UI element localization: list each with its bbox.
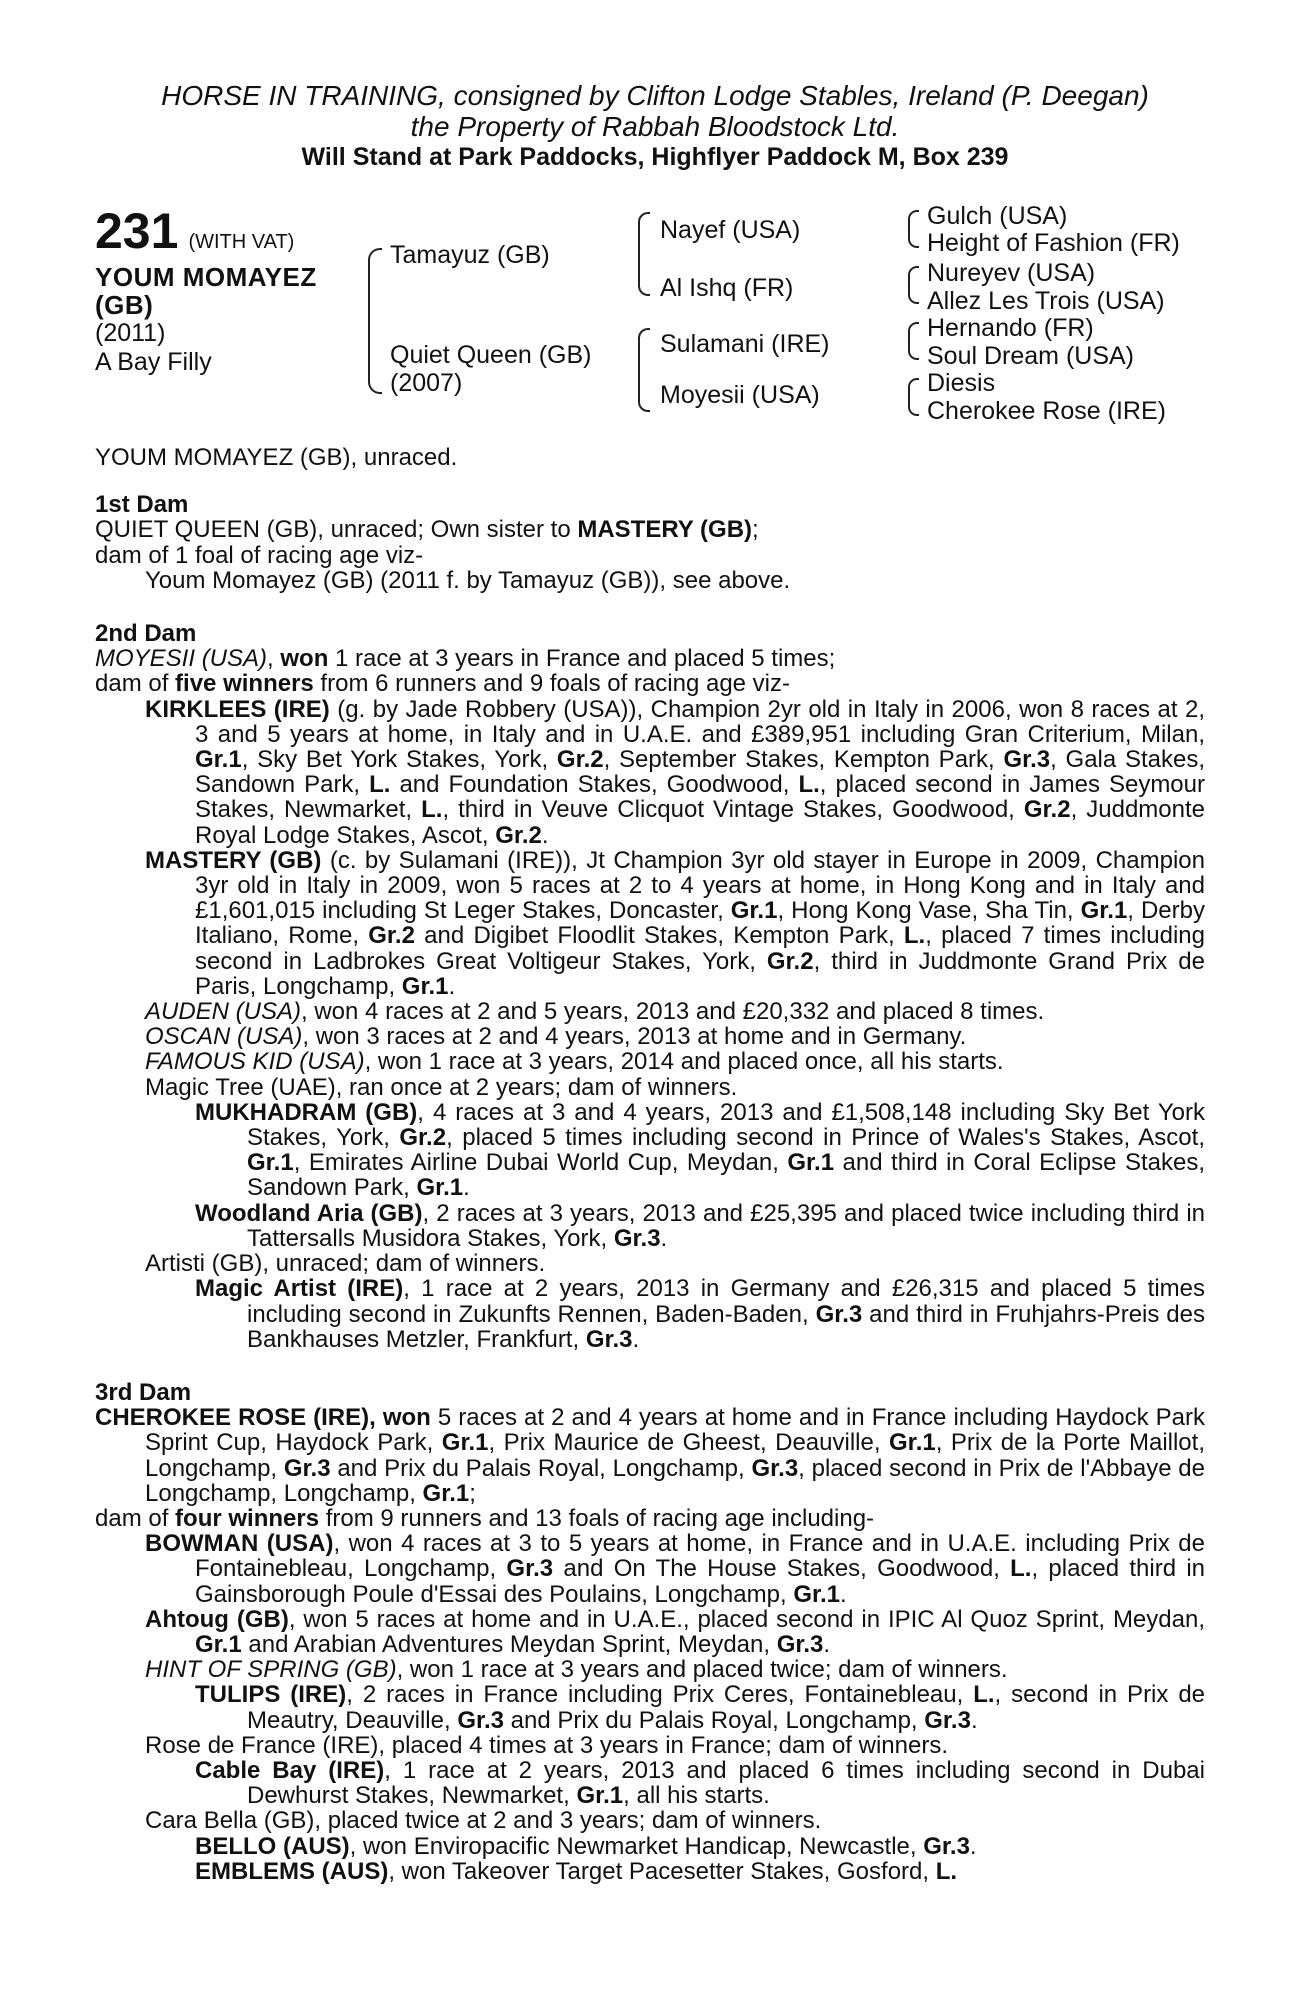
pedigree-dsd: Soul Dream (USA) <box>927 342 1134 370</box>
pedigree-sire-sire: Nayef (USA) <box>660 216 801 244</box>
pedigree-dam-dam: Moyesii (USA) <box>660 381 820 409</box>
produce-entry-oscan: OSCAN (USA), won 3 races at 2 and 4 years, 2013 at home and in Germany. <box>145 1023 967 1051</box>
pedigree-dam-year: (2007) <box>390 369 463 397</box>
second-dam-heading: 2nd Dam <box>95 620 197 648</box>
pedigree-bracket-ds <box>908 322 919 360</box>
page-header <box>95 80 1215 172</box>
produce-entry-emblems: EMBLEMS (AUS), won Takeover Target Pacesetter Stakes, Gosford, L. <box>195 1857 958 1885</box>
third-dam-produce: dam of four winners from 9 runners and 13 foals of racing age including- <box>95 1504 875 1532</box>
property-line: the Property of Rabbah Bloodstock Ltd. <box>410 111 900 142</box>
lot-number: 231 <box>95 203 179 259</box>
produce-entry-magic-tree: Magic Tree (UAE), ran once at 2 years; dam of winners. <box>145 1073 738 1101</box>
produce-entry-bello: BELLO (AUS), won Enviropacific Newmarket Handicap, Newcastle, Gr.3. <box>195 1832 977 1860</box>
produce-entry-cara-bella: Cara Bella (GB), placed twice at 2 and 3 years; dam of winners. <box>145 1807 822 1835</box>
produce-entry-hint-of-spring: HINT OF SPRING (GB), won 1 race at 3 years and placed twice; dam of winners. <box>145 1656 1008 1684</box>
first-dam-line: QUIET QUEEN (GB), unraced; Own sister to MASTERY (GB); <box>95 516 759 544</box>
produce-entry-rose-de-france: Rose de France (IRE), placed 4 times at 3 years in France; dam of winners. <box>145 1731 949 1759</box>
produce-entry-cable-bay: Cable Bay (IRE), 1 race at 2 years, 2013 and placed 6 times including second in Dubai Dewhurst Stakes, Newmarket, Gr.1, all his starts. <box>195 1756 1205 1810</box>
produce-entry-magic-artist: Magic Artist (IRE), 1 race at 2 years, 2013 in Germany and £26,315 and placed 5 times including second in Zukunfts Rennen, Baden-Baden, Gr.3 and third in Fruhjahrs-Preis des Bankhauses Metzler, Frankfurt, Gr.3. <box>195 1275 1206 1353</box>
location-line: Will Stand at Park Paddocks, Highflyer Paddock M, Box 239 <box>301 143 1009 171</box>
lot-info <box>95 205 355 377</box>
produce-entry-famous-kid: FAMOUS KID (USA), won 1 race at 3 years, 2014 and placed once, all his starts. <box>145 1048 1004 1076</box>
produce-entry-tulips: TULIPS (IRE), 2 races in France including Prix Ceres, Fontainebleau, L., second in Prix de Meautry, Deauville, Gr.3 and Prix du Palais Royal, Longchamp, Gr.3. <box>195 1681 1206 1734</box>
pedigree-dss: Hernando (FR) <box>927 314 1094 342</box>
second-dam-produce: dam of five winners from 6 runners and 9 foals of racing age viz- <box>95 670 791 698</box>
pedigree-dds: Diesis <box>927 369 996 397</box>
first-dam-produce: dam of 1 foal of racing age viz- <box>95 541 424 569</box>
pedigree-bracket-ss <box>908 210 919 248</box>
pedigree-bracket-gen1 <box>368 248 382 394</box>
pedigree-ddd: Cherokee Rose (IRE) <box>927 397 1166 425</box>
produce-entry-ahtoug: Ahtoug (GB), won 5 races at home and in U.A.E., placed second in IPIC Al Quoz Sprint, Meydan, Gr.1 and Arabian Adventures Meydan Sprint, Meydan, Gr.3. <box>145 1605 1205 1658</box>
produce-entry-kirklees: KIRKLEES (IRE) (g. by Jade Robbery (USA)), Champion 2yr old in Italy in 2006, won 8 races at 2, 3 and 5 years at home, in Italy and in U.A.E. and £389,951 including Gran Criterium, Milan, Gr.1, Sky Bet York Stakes, York, Gr.2, September Stakes, Kempton Park, Gr.3, Gala Stakes, Sandown Park, L. and Foundation Stakes, Goodwood, L., placed second in James Seymour Stakes, Newmarket, L., third in Veuve Clicquot Vintage Stakes, Goodwood, Gr.2, Juddmonte Royal Lodge Stakes, Ascot, Gr.2. <box>145 695 1206 849</box>
pedigree-dam: Quiet Queen (GB) <box>390 341 592 369</box>
pedigree-sss: Gulch (USA) <box>927 202 1068 230</box>
pedigree-bracket-sd <box>908 266 919 304</box>
produce-entry-auden: AUDEN (USA), won 4 races at 2 and 5 years, 2013 and £20,332 and placed 8 times. <box>145 998 1045 1026</box>
horse-description: A Bay Filly <box>95 348 212 376</box>
pedigree-bracket-sire <box>638 212 650 296</box>
consignor-line: HORSE IN TRAINING, consigned by Clifton Lodge Stables, Ireland (P. Deegan) <box>161 80 1149 111</box>
pedigree-bracket-dam <box>638 328 650 412</box>
produce-entry-mastery: MASTERY (GB) (c. by Sulamani (IRE)), Jt Champion 3yr old stayer in Europe in 2009, Champion 3yr old in Italy in 2009, won 5 races at 2 to 4 years at home, in Hong Kong and in Italy and £1,601,015 including St Leger Stakes, Doncaster, Gr.1, Hong Kong Vase, Sha Tin, Gr.1, Derby Italiano, Rome, Gr.2 and Digibet Floodlit Stakes, Kempton Park, L., placed 7 times including second in Ladbrokes Great Voltigeur Stakes, York, Gr.2, third in Juddmonte Grand Prix de Paris, Longchamp, Gr.1. <box>145 846 1205 1000</box>
racing-record-intro: YOUM MOMAYEZ (GB), unraced. <box>95 444 458 471</box>
produce-entry-bowman: BOWMAN (USA), won 4 races at 3 to 5 years at home, in France and in U.A.E. including Prix de Fontainebleau, Longchamp, Gr.3 and On The House Stakes, Goodwood, L., placed third in Gainsborough Poule d'Essai des Poulains, Longchamp, Gr.1. <box>145 1530 1206 1608</box>
pedigree-ssd: Height of Fashion (FR) <box>927 229 1180 257</box>
pedigree-dam-sire: Sulamani (IRE) <box>660 330 830 358</box>
pedigree-sds: Nureyev (USA) <box>927 259 1096 287</box>
second-dam-line: MOYESII (USA), won 1 race at 3 years in France and placed 5 times; <box>95 645 836 673</box>
foaling-year: (2011) <box>95 319 166 347</box>
first-dam-foal: Youm Momayez (GB) (2011 f. by Tamayuz (GB)), see above. <box>145 566 791 594</box>
pedigree-notes <box>95 445 1205 1884</box>
produce-entry-woodland-aria: Woodland Aria (GB), 2 races at 3 years, 2013 and £25,395 and placed twice including third in Tattersalls Musidora Stakes, York, Gr.3. <box>195 1199 1205 1252</box>
third-dam-line: CHEROKEE ROSE (IRE), won 5 races at 2 and 4 years at home and in France including Haydock Park Sprint Cup, Haydock Park, Gr.1, Prix Maurice de Gheest, Deauville, Gr.1, Prix de la Porte Maillot, Longchamp, Gr.3 and Prix du Palais Royal, Longchamp, Gr.3, placed second in Prix de l'Abbaye de Longchamp, Longchamp, Gr.1; <box>95 1404 1206 1507</box>
first-dam-heading: 1st Dam <box>95 491 189 519</box>
pedigree-sdd: Allez Les Trois (USA) <box>927 287 1165 315</box>
third-dam-heading: 3rd Dam <box>95 1378 192 1406</box>
produce-entry-artisti: Artisti (GB), unraced; dam of winners. <box>145 1250 546 1278</box>
vat-label: (WITH VAT) <box>188 231 295 253</box>
produce-entry-mukhadram: MUKHADRAM (GB), 4 races at 3 and 4 years, 2013 and £1,508,148 including Sky Bet York Stakes, York, Gr.2, placed 5 times including second in Prince of Wales's Stakes, Ascot, Gr.1, Emirates Airline Dubai World Cup, Meydan, Gr.1 and third in Coral Eclipse Stakes, Sandown Park, Gr.1. <box>195 1098 1205 1202</box>
pedigree-sire-dam: Al Ishq (FR) <box>660 274 794 302</box>
pedigree-bracket-dd <box>908 378 919 416</box>
pedigree-sire: Tamayuz (GB) <box>390 241 550 269</box>
horse-name: YOUM MOMAYEZ (GB) <box>95 262 317 320</box>
